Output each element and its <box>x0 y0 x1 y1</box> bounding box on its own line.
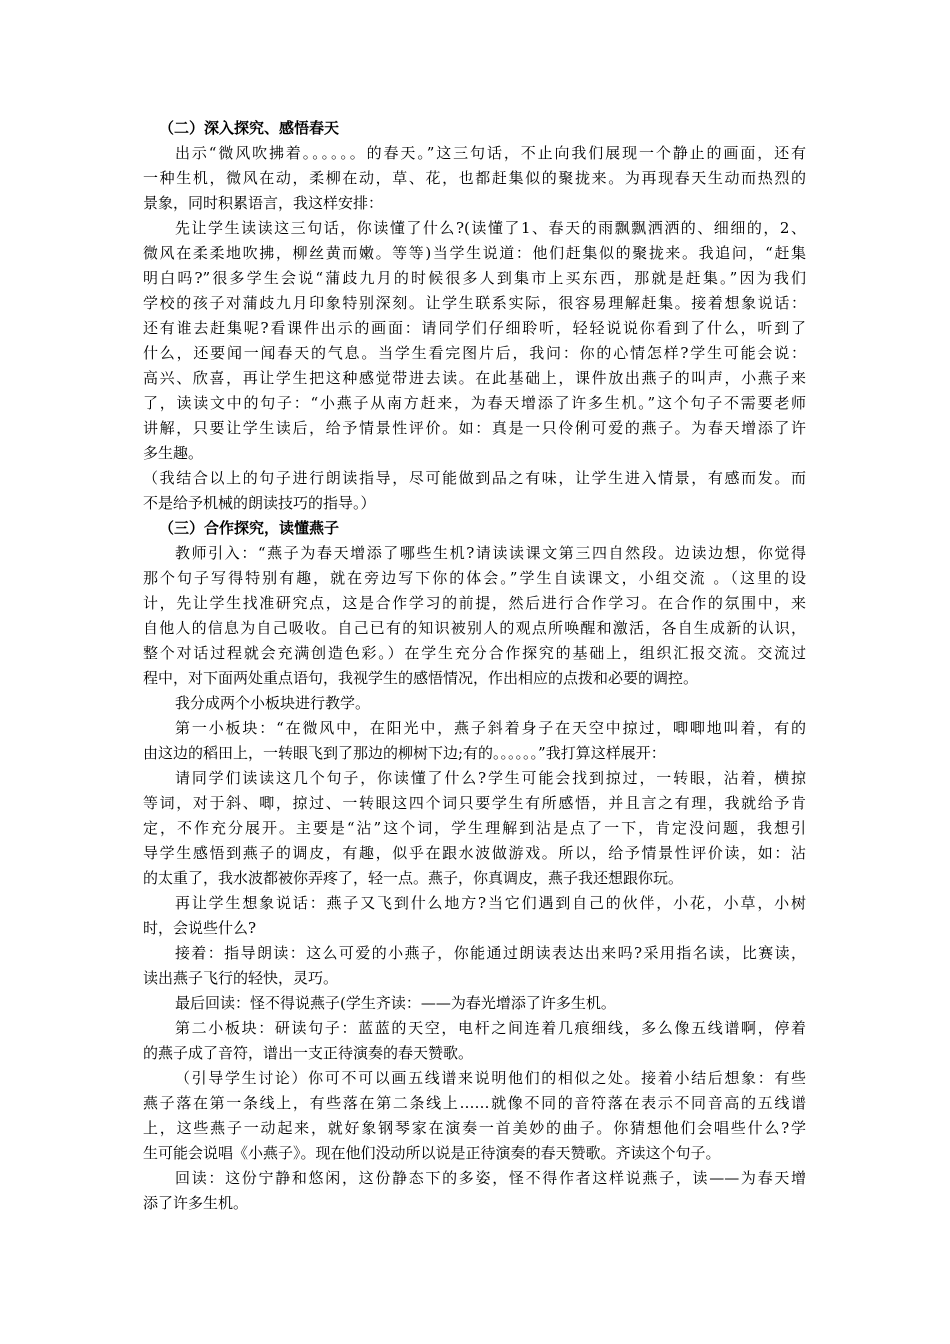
text-line: 讲解，只要让学生读后，给予情景性评价。如：真是一只伶俐可爱的燕子。为春天增添了许 <box>143 419 806 437</box>
text-line: 请同学们读读这几个句子，你读懂了什么?学生可能会找到掠过，一转眼，沾着，横掠 <box>175 769 806 787</box>
paragraph <box>143 716 806 766</box>
paragraph <box>143 541 806 691</box>
paragraph <box>143 141 806 216</box>
paragraph <box>143 766 806 891</box>
text-line: 第二小板块：研读句子：蓝蓝的天空，电杆之间连着几痕细线，多么像五线谱啊，停着 <box>175 1019 806 1037</box>
text-line: 燕子落在第一条线上，有些落在第二条线上……就像不同的音符落在表示不同音高的五线谱 <box>143 1094 806 1112</box>
text-line: 回读：这份宁静和悠闲，这份静态下的多姿，怪不得作者这样说燕子，读——为春天增 <box>175 1169 806 1187</box>
section-heading: （二）深入探究、感悟春天 <box>159 119 340 137</box>
text-line: 不是给予机械的朗读技巧的指导。） <box>143 494 376 512</box>
paragraph-note <box>143 466 806 516</box>
text-line: 教师引入：“燕子为春天增添了哪些生机?请读读课文第三四自然段。边读边想，你觉得 <box>175 544 806 562</box>
text-line: 高兴、欣喜，再让学生把这种感觉带进去读。在此基础上，课件放出燕子的叫声，小燕子来 <box>143 369 806 387</box>
document-body <box>143 116 806 1216</box>
text-line: 还有谁去赶集呢?看课件出示的画面：请同学们仔细聆听，轻轻说说你看到了什么，听到了 <box>143 319 806 337</box>
paragraph <box>143 691 806 716</box>
text-line: 程中，对下面两处重点语句，我视学生的感悟情况，作出相应的点拨和必要的调控。 <box>143 669 699 687</box>
text-line: 最后回读：怪不得说燕子(学生齐读：——为春光增添了许多生机。 <box>175 994 616 1012</box>
text-line: 定，不作充分展开。主要是“沾”这个词，学生理解到沾是点了一下，肯定没问题，我想引 <box>143 819 806 837</box>
text-line: 导学生感悟到燕子的调皮，有趣，似乎在跟水波做游戏。所以，给予情景性评价读，如：沾 <box>143 844 806 862</box>
section-heading: （三）合作探究，读懂燕子 <box>159 519 340 537</box>
text-line: 添了许多生机。 <box>143 1194 249 1212</box>
text-line: 出示“微风吹拂着。。。。。。的春天。”这三句话，不止向我们展现一个静止的画面，还有 <box>175 144 806 162</box>
paragraph <box>143 891 806 941</box>
text-line: 第一小板块：“在微风中，在阳光中，燕子斜着身子在天空中掠过，唧唧地叫着，有的 <box>175 719 806 737</box>
text-line: 一种生机，微风在动，柔柳在动，草、花，也都赶集似的聚拢来。为再现春天生动而热烈的 <box>143 169 806 187</box>
text-line: 我分成两个小板块进行教学。 <box>175 694 371 712</box>
text-line: 接着：指导朗读：这么可爱的小燕子，你能通过朗读表达出来吗?采用指名读，比赛读， <box>175 944 806 962</box>
text-line: 明白吗?”很多学生会说“蒲歧九月的时候很多人到集市上买东西，那就是赶集。”因为我们 <box>143 269 806 287</box>
text-line: 景象，同时积累语言，我这样安排： <box>143 194 384 212</box>
paragraph <box>143 1066 806 1166</box>
text-line: 时，会说些什么? <box>143 919 257 937</box>
text-line: 再让学生想象说话：燕子又飞到什么地方?当它们遇到自己的伙伴，小花，小草，小树 <box>175 894 806 912</box>
text-line: 自他人的信息为自己吸收。自己已有的知识被别人的观点所唤醒和激活，各自生成新的认识， <box>143 619 806 637</box>
text-line: 读出燕子飞行的轻快，灵巧。 <box>143 969 339 987</box>
text-line: 什么，还要闻一闻春天的气息。当学生看完图片后，我问：你的心情怎样?学生可能会说： <box>143 344 806 362</box>
text-line: 整个对话过程就会充满创造色彩。）在学生充分合作探究的基础上，组织汇报交流。交流过 <box>143 644 806 662</box>
text-line: 先让学生读读这三句话，你读懂了什么?(读懂了1、春天的雨飘飘洒洒的、细细的，2、 <box>175 219 806 237</box>
text-line: 多生趣。 <box>143 444 204 462</box>
text-line: 由这边的稻田上，一转眼飞到了那边的柳树下边;有的。。。。。。”我打算这样展开： <box>143 744 666 762</box>
text-line: 微风在柔柔地吹拂，柳丝黄而嫩。等等)当学生说道：他们赶集似的聚拢来。我追问，“赶集 <box>143 244 806 262</box>
text-line: 生可能会说唱《小燕子》。现在他们没动所以说是正待演奏的春天赞歌。齐读这个句子。 <box>143 1144 721 1162</box>
paragraph <box>143 1166 806 1216</box>
paragraph <box>143 991 806 1016</box>
paragraph <box>143 216 806 466</box>
text-line: 的燕子成了音符，谱出一支正待演奏的春天赞歌。 <box>143 1044 474 1062</box>
text-line: 了，读读文中的句子：“小燕子从南方赶来，为春天增添了许多生机。”这个句子不需要老师 <box>143 394 806 412</box>
text-line: 的太重了，我水波都被你弄疼了，轻一点。燕子，你真调皮，燕子我还想跟你玩。 <box>143 869 684 887</box>
text-line: 那个句子写得特别有趣，就在旁边写下你的体会。”学生自读课文，小组交流 。（这里的设 <box>143 569 806 587</box>
paragraph <box>143 1016 806 1066</box>
text-line: （我结合以上的句子进行朗读指导，尽可能做到品之有味，让学生进入情景，有感而发。而 <box>143 469 806 487</box>
text-line: 上，这些燕子一动起来，就好象钢琴家在演奏一首美妙的曲子。你猜想他们会唱些什么?学 <box>143 1119 806 1137</box>
text-line: 学校的孩子对蒲歧九月印象特别深刻。让学生联系实际，很容易理解赶集。接着想象说话： <box>143 294 806 312</box>
text-line: （引导学生讨论）你可不可以画五线谱来说明他们的相似之处。接着小结后想象：有些 <box>175 1069 806 1087</box>
text-line: 等词，对于斜、唧，掠过、一转眼这四个词只要学生有所感悟，并且言之有理，我就给予肯 <box>143 794 806 812</box>
text-line: 计，先让学生找准研究点，这是合作学习的前提，然后进行合作学习。在合作的氛围中，来 <box>143 594 806 612</box>
paragraph <box>143 941 806 991</box>
